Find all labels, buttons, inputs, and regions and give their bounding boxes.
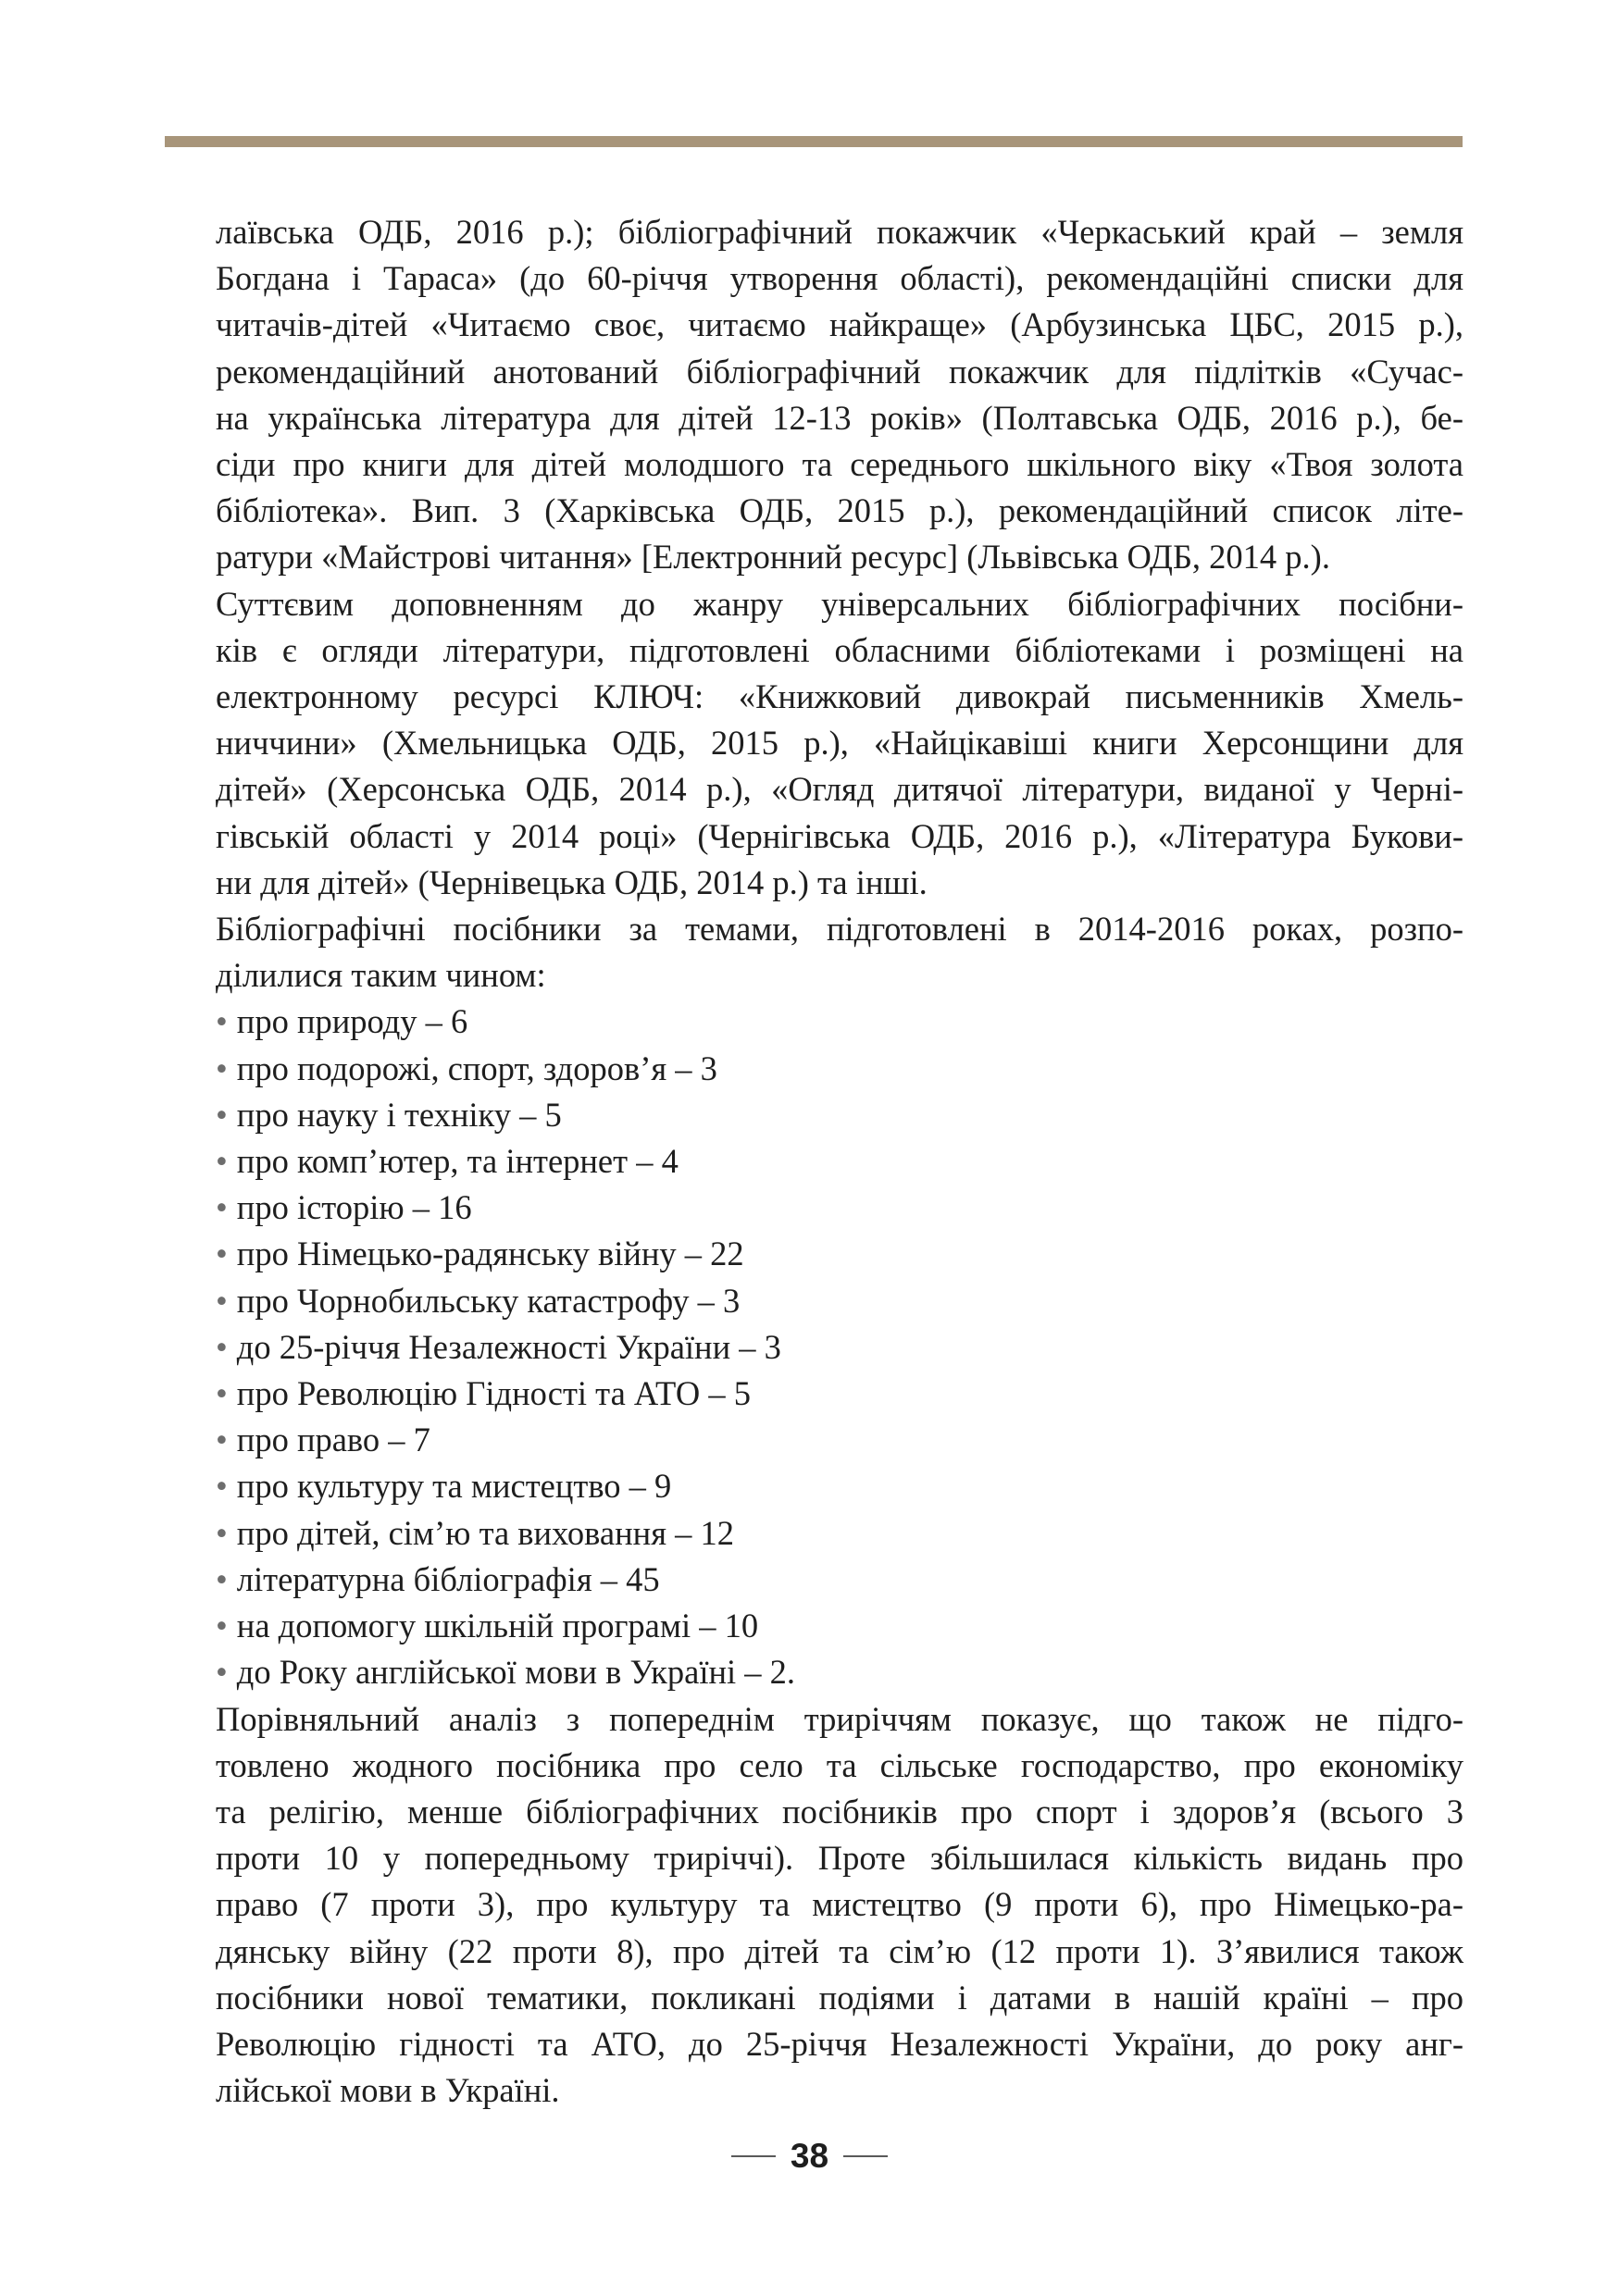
list-item-text: на допомогу шкільній програмі – 10 — [236, 1607, 759, 1645]
bullet-icon: • — [216, 1653, 228, 1692]
bullet-icon: • — [216, 1607, 228, 1645]
list-item — [216, 999, 1463, 1045]
page-footer — [0, 2128, 1619, 2184]
paragraph-2 — [216, 581, 1463, 906]
page-number: 38 — [790, 2137, 829, 2175]
text-line: дянську війну (22 проти 8), про дітей та сім’ю (12 проти 1). З’явилися також — [216, 1931, 1463, 1970]
list-item-text: про історію – 16 — [236, 1188, 472, 1227]
bullet-icon: • — [216, 1281, 228, 1320]
text-line: Бібліографічні посібники за темами, підготовлені в 2014-2016 роках, розпо- — [216, 910, 1463, 949]
text-line: сіди про книги для дітей молодшого та середнього шкільного віку «Твоя золота — [216, 445, 1463, 484]
list-item — [216, 1417, 1463, 1463]
text-line: ків є огляди літератури, підготовлені обласними бібліотеками і розміщені на — [216, 630, 1463, 669]
text-line: на українська література для дітей 12-13 років» (Полтавська ОДБ, 2016 р.), бе- — [216, 398, 1463, 437]
list-item-text: про Німецько-радянську війну – 22 — [236, 1235, 744, 1273]
text-line: гівській області у 2014 році» (Чернігівська ОДБ, 2016 р.), «Література Букови- — [216, 816, 1463, 855]
text-line: проти 10 у попередньому триріччі). Проте збільшилася кількість видань про — [216, 1839, 1463, 1878]
list-item — [216, 1371, 1463, 1417]
list-item-text: до Року англійської мови в Україні – 2. — [236, 1653, 796, 1692]
text-line: бібліотека». Вип. 3 (Харківська ОДБ, 2015 р.), рекомендаційний список літе- — [216, 491, 1463, 530]
bullet-icon: • — [216, 1188, 228, 1227]
list-item-text: про дітей, сім’ю та виховання – 12 — [236, 1513, 734, 1552]
bullet-icon: • — [216, 1142, 228, 1181]
text-line: рекомендаційний анотований бібліографічний покажчик для підлітків «Сучас- — [216, 352, 1463, 391]
list-item — [216, 1092, 1463, 1138]
footer-dash-left — [731, 2155, 776, 2157]
text-line: Революцію гідності та АТО, до 25-річчя Незалежності України, до року анг- — [216, 2024, 1463, 2063]
paragraph-1 — [216, 209, 1463, 581]
list-item-text: літературна бібліографія – 45 — [236, 1559, 660, 1598]
list-item — [216, 1649, 1463, 1695]
bullet-icon: • — [216, 1049, 228, 1087]
list-item — [216, 1231, 1463, 1277]
list-item-text: про культуру та мистецтво – 9 — [236, 1467, 672, 1506]
text-line: Богдана і Тараса» (до 60-річчя утворення області), рекомендаційні списки для — [216, 259, 1463, 298]
text-line: електронному ресурсі КЛЮЧ: «Книжковий дивокрай письменників Хмель- — [216, 677, 1463, 716]
text-line: ратури «Майстрові читання» [Електронний ресурс] (Львівська ОДБ, 2014 р.). — [216, 538, 1330, 577]
list-item-text: до 25-річчя Незалежності України – 3 — [236, 1327, 781, 1366]
paragraph-4 — [216, 1696, 1463, 2115]
bullet-icon: • — [216, 1374, 228, 1413]
list-item-text: про подорожі, спорт, здоров’я – 3 — [236, 1049, 717, 1087]
text-line: посібники нової тематики, покликані подіями і датами в нашій країні – про — [216, 1978, 1463, 2017]
text-line: право (7 проти 3), про культуру та мистецтво (9 проти 6), про Німецько-ра- — [216, 1885, 1463, 1924]
list-item-text: про Чорнобильську катастрофу – 3 — [236, 1281, 741, 1320]
page-body — [216, 209, 1463, 2114]
text-line: та релігію, менше бібліографічних посібників про спорт і здоров’я (всього 3 — [216, 1792, 1463, 1831]
text-line: лійської мови в Україні. — [216, 2071, 560, 2110]
text-line: Порівняльний аналіз з попереднім триріччям показує, що також не підго- — [216, 1699, 1463, 1738]
bullet-icon: • — [216, 1235, 228, 1273]
list-item — [216, 1138, 1463, 1185]
bullet-icon: • — [216, 1559, 228, 1598]
bullet-icon: • — [216, 1002, 228, 1041]
list-item — [216, 1603, 1463, 1649]
list-item — [216, 1557, 1463, 1603]
list-item-text: про Революцію Гідності та АТО – 5 — [236, 1374, 751, 1413]
paragraph-3 — [216, 906, 1463, 999]
list-item — [216, 1510, 1463, 1557]
text-line: ни для дітей» (Чернівецька ОДБ, 2014 р.) та інші. — [216, 863, 928, 901]
text-line: дітей» (Херсонська ОДБ, 2014 р.), «Огляд дитячої літератури, виданої у Черні- — [216, 770, 1463, 809]
text-line: читачів-дітей «Читаємо своє, читаємо найкраще» (Арбузинська ЦБС, 2015 р.), — [216, 305, 1463, 344]
text-line: ниччини» (Хмельницька ОДБ, 2015 р.), «Найцікавіші книги Херсонщини для — [216, 724, 1463, 763]
bullet-icon: • — [216, 1467, 228, 1506]
footer-dash-right — [843, 2155, 888, 2157]
bullet-icon: • — [216, 1095, 228, 1134]
bullet-icon: • — [216, 1421, 228, 1459]
text-line: ділилися таким чином: — [216, 956, 546, 995]
bullet-icon: • — [216, 1327, 228, 1366]
text-line: лаївська ОДБ, 2016 р.); бібліографічний покажчик «Черкаський край – земля — [216, 213, 1463, 251]
list-item-text: про науку і техніку – 5 — [236, 1095, 562, 1134]
list-item — [216, 1046, 1463, 1092]
list-item — [216, 1185, 1463, 1231]
text-line: Суттєвим доповненням до жанру універсальних бібліографічних посібни- — [216, 584, 1463, 623]
bullet-icon: • — [216, 1513, 228, 1552]
list-item — [216, 1324, 1463, 1371]
header-rule — [165, 136, 1463, 147]
list-item-text: про природу – 6 — [236, 1002, 468, 1041]
list-item-text: про право – 7 — [236, 1421, 430, 1459]
list-item-text: про комп’ютер, та інтернет – 4 — [236, 1142, 679, 1181]
topic-list — [216, 999, 1463, 1695]
list-item — [216, 1278, 1463, 1324]
list-item — [216, 1463, 1463, 1509]
text-line: товлено жодного посібника про село та сільське господарство, про економіку — [216, 1745, 1463, 1784]
